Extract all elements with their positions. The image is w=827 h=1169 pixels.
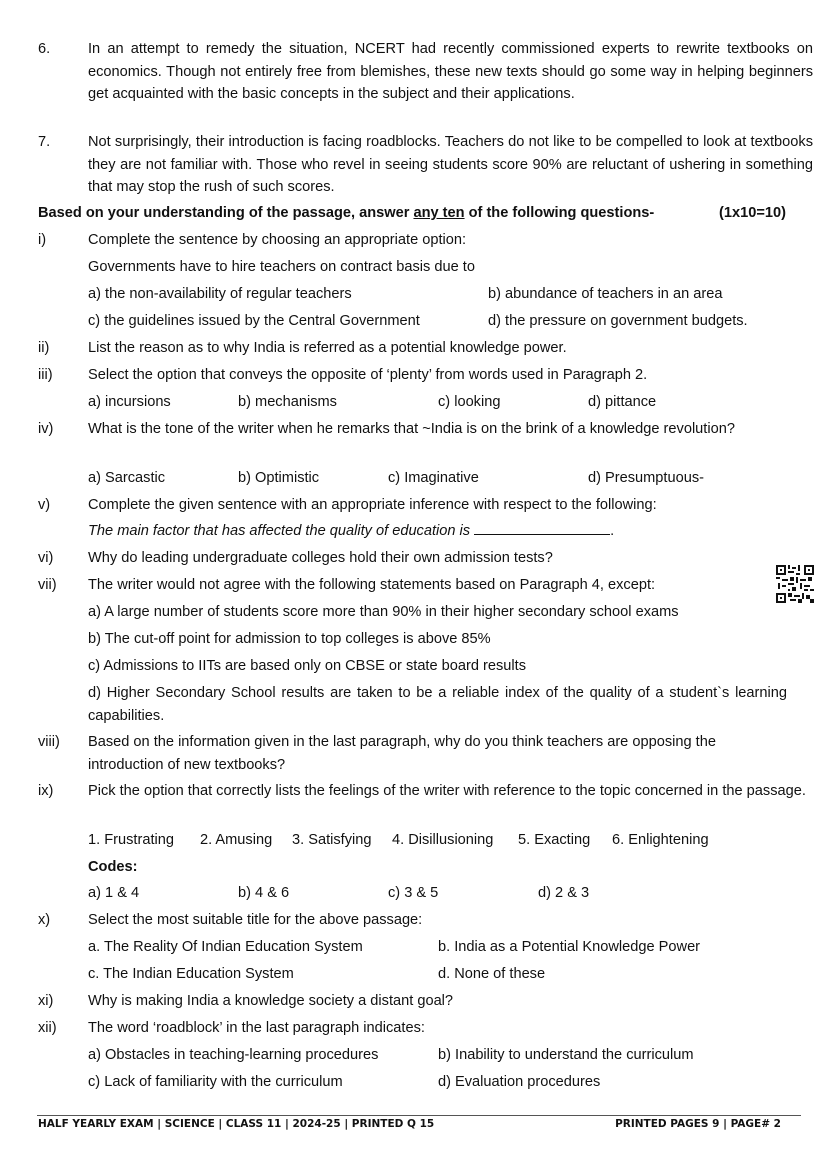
paragraph-text: In an attempt to remedy the situation, NCERT had recently commissioned experts to rewrite textbooks on economics. Though not entirely free from blemishes, these new texts should go some way in helping beginners get acquainted with the basic concepts in the subject and their applications. bbox=[88, 41, 813, 102]
question-number: ix) bbox=[38, 783, 54, 799]
answer-blank bbox=[474, 520, 610, 535]
feeling-3: 3. Satisfying bbox=[292, 832, 372, 848]
question-text: The word ‘roadblock’ in the last paragraph indicates: bbox=[88, 1020, 425, 1036]
option-b: b) Optimistic bbox=[238, 470, 320, 486]
option-c: c) Admissions to IITs are based only on CBSE or state board results bbox=[88, 658, 527, 674]
option-c: c. The Indian Education System bbox=[88, 966, 294, 982]
question-number: v) bbox=[38, 497, 51, 513]
paragraph-text: Not surprisingly, their introduction is facing roadblocks. Teachers do not like to be compelled to look at textbooks they are not familiar with. Those who revel in seeing students score 90% are reluctant of ushering in something that may stop the rush of such scores. bbox=[88, 134, 813, 195]
question-number: i) bbox=[38, 232, 47, 248]
option-d: d) Presumptuous- bbox=[588, 470, 704, 486]
question-text: What is the tone of the writer when he remarks that ~India is on the brink of a knowledge revolution? bbox=[88, 421, 735, 437]
option-b: b) mechanisms bbox=[238, 394, 337, 410]
option-a: a) the non-availability of regular teachers bbox=[88, 286, 352, 302]
option-d: d) 2 & 3 bbox=[538, 885, 590, 901]
question-text: Why is making India a knowledge society a distant goal? bbox=[88, 993, 454, 1009]
question-text: The writer would not agree with the following statements based on Paragraph 4, except: bbox=[88, 577, 656, 593]
option-a: a) 1 & 4 bbox=[88, 885, 140, 901]
option-b: b) abundance of teachers in an area bbox=[488, 286, 723, 302]
question-number: vi) bbox=[38, 550, 54, 566]
question-number: ii) bbox=[38, 340, 50, 356]
option-d: d) Higher Secondary School results are taken to be a reliable index of the quality of a student`s learning capabilities. bbox=[88, 685, 787, 724]
stem-end: . bbox=[610, 523, 615, 539]
option-c: c) Imaginative bbox=[388, 470, 479, 486]
option-a: a) Sarcastic bbox=[88, 470, 166, 486]
question-text: Complete the sentence by choosing an appropriate option: bbox=[88, 232, 467, 248]
question-text: Based on the information given in the last paragraph, why do you think teachers are opposing the introduction of new textbooks? bbox=[88, 734, 716, 773]
question-stem-line bbox=[88, 520, 813, 543]
option-d: d) pittance bbox=[588, 394, 657, 410]
option-d: d) the pressure on government budgets. bbox=[488, 313, 748, 329]
feeling-2: 2. Amusing bbox=[200, 832, 273, 848]
footer-divider bbox=[37, 1115, 801, 1116]
question-stem: The main factor that has affected the quality of education is bbox=[88, 523, 471, 539]
question-number: viii) bbox=[38, 734, 60, 750]
option-d: d) Evaluation procedures bbox=[438, 1074, 601, 1090]
option-b: b) Inability to understand the curriculum bbox=[438, 1047, 694, 1063]
option-c: c) 3 & 5 bbox=[388, 885, 439, 901]
option-b: b) The cut-off point for admission to top colleges is above 85% bbox=[88, 631, 491, 647]
question-text: List the reason as to why India is referred as a potential knowledge power. bbox=[88, 340, 567, 356]
option-a: a) incursions bbox=[88, 394, 171, 410]
option-a: a. The Reality Of Indian Education System bbox=[88, 939, 363, 955]
question-number: xii) bbox=[38, 1020, 57, 1036]
instruction-marks: (1x10=10) bbox=[719, 205, 786, 221]
instruction bbox=[38, 202, 798, 225]
question-number: iii) bbox=[38, 367, 53, 383]
question-number: vii) bbox=[38, 577, 57, 593]
feeling-6: 6. Enlightening bbox=[612, 832, 709, 848]
feeling-4: 4. Disillusioning bbox=[392, 832, 494, 848]
option-a: a) A large number of students score more than 90% in their higher secondary school exams bbox=[88, 604, 679, 620]
instruction-pre: Based on your understanding of the passage, answer bbox=[38, 205, 414, 221]
option-d: d. None of these bbox=[438, 966, 546, 982]
option-c: c) Lack of familiarity with the curriculum bbox=[88, 1074, 343, 1090]
paragraph-number: 7. bbox=[38, 134, 51, 150]
option-c: c) looking bbox=[438, 394, 501, 410]
option-b: b) 4 & 6 bbox=[238, 885, 290, 901]
feeling-1: 1. Frustrating bbox=[88, 832, 174, 848]
instruction-post: of the following questions- bbox=[464, 205, 655, 221]
paragraph-number: 6. bbox=[38, 41, 51, 57]
option-b: b. India as a Potential Knowledge Power bbox=[438, 939, 701, 955]
footer-page-info: PRINTED PAGES 9 | PAGE# 2 bbox=[615, 1118, 781, 1130]
question-text: Why do leading undergraduate colleges hold their own admission tests? bbox=[88, 550, 553, 566]
feeling-5: 5. Exacting bbox=[518, 832, 591, 848]
question-text: Select the option that conveys the opposite of ‘plenty’ from words used in Paragraph 2. bbox=[88, 367, 648, 383]
option-c: c) the guidelines issued by the Central Government bbox=[88, 313, 420, 329]
question-stem: Governments have to hire teachers on contract basis due to bbox=[88, 259, 475, 275]
codes-label: Codes: bbox=[88, 859, 138, 875]
question-number: iv) bbox=[38, 421, 54, 437]
question-text: Select the most suitable title for the above passage: bbox=[88, 912, 423, 928]
question-number: x) bbox=[38, 912, 51, 928]
question-number: xi) bbox=[38, 993, 54, 1009]
instruction-emphasis: any ten bbox=[413, 205, 465, 221]
footer-exam-info: HALF YEARLY EXAM | SCIENCE | CLASS 11 | 2024-25 | PRINTED Q 15 bbox=[38, 1118, 435, 1130]
question-text: Complete the given sentence with an appropriate inference with respect to the following: bbox=[88, 497, 657, 513]
option-a: a) Obstacles in teaching-learning procedures bbox=[88, 1047, 379, 1063]
question-text: Pick the option that correctly lists the feelings of the writer with reference to the topic concerned in the passage. bbox=[88, 783, 806, 799]
